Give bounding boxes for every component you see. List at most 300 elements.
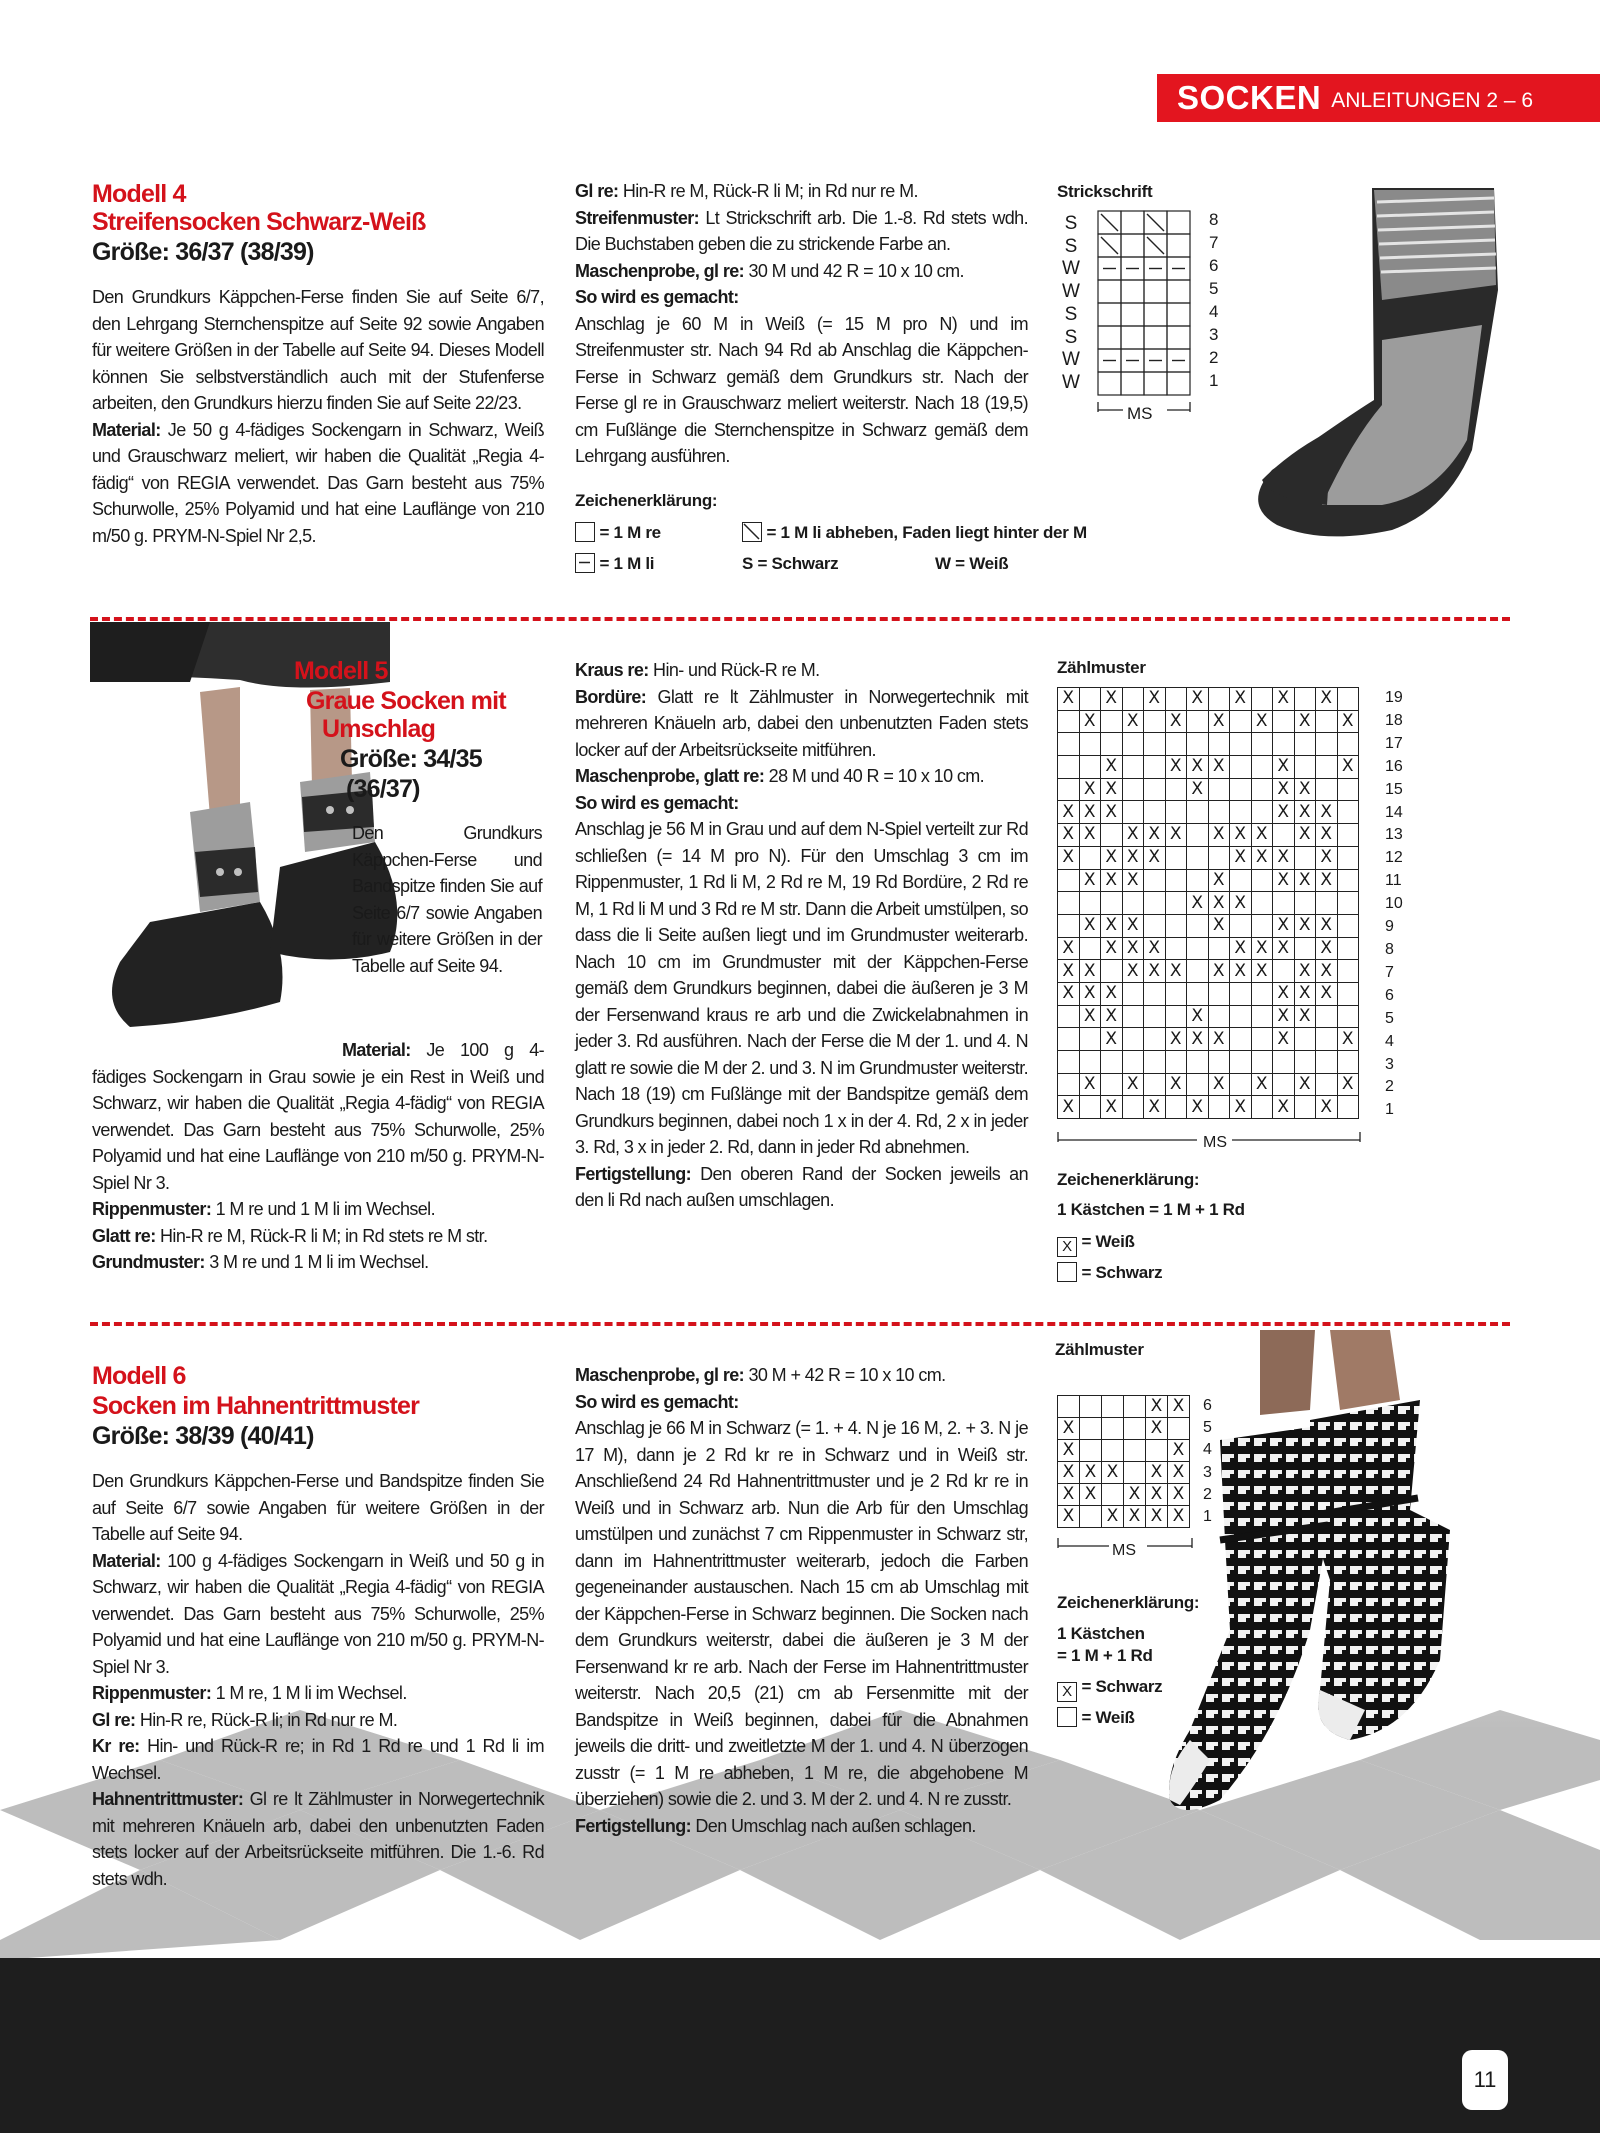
grid-cell-x: X	[1124, 1484, 1146, 1506]
grid-cell-empty	[1294, 937, 1316, 960]
row-letter: S	[1064, 213, 1078, 234]
row-number: 4	[1209, 302, 1219, 321]
grid-cell-empty	[1273, 824, 1295, 847]
modell5-bord-label: Bordüre:	[575, 686, 647, 707]
modell5-bord: Glatt re lt Zählmuster in Norwegertechnik mit mehreren Knäueln arb, dabei den unbenutzten Faden stets locker auf der Arbeitsrückseite mitführen.	[575, 686, 1028, 760]
grid-cell-empty	[1058, 1051, 1080, 1074]
modell6-title: Modell 6	[92, 1362, 186, 1390]
grid-cell-empty	[1230, 982, 1252, 1005]
grid-cell-empty	[1251, 1028, 1273, 1051]
page-footer	[0, 1958, 1600, 2133]
grid-cell-empty	[1165, 982, 1187, 1005]
pattern-grid	[1057, 687, 1359, 1119]
grid-cell-x: X	[1058, 1096, 1080, 1119]
modell4-material: Je 50 g 4-fädiges Sockengarn in Schwarz, Weiß und Grauschwarz meliert, wir haben die Qualität „Regia 4-fädig“ von REGIA verwendet. Das Garn besteht aus 75% Schurwolle, 25% Polyamid und hat eine Lauflänge von 210 m/50 g. PRYM-N-Spiel Nr 2,5.	[92, 419, 544, 546]
grid-cell-empty	[1080, 1440, 1102, 1462]
grid-cell-x: X	[1124, 1506, 1146, 1528]
grid-cell-empty	[1058, 869, 1080, 892]
legend-text: = 1 M li abheben, Faden liegt hinter der M	[766, 523, 1087, 542]
grid-cell-x: X	[1187, 778, 1209, 801]
grid-cell-empty	[1273, 892, 1295, 915]
grid-cell-x: X	[1079, 982, 1101, 1005]
grid-cell-x: X	[1122, 710, 1144, 733]
grid-cell-empty	[1079, 1096, 1101, 1119]
grid-cell-x: X	[1316, 801, 1338, 824]
grid-cell-x: X	[1058, 960, 1080, 983]
modell6-chart-title: Zählmuster	[1055, 1340, 1144, 1359]
grid-cell-empty	[1208, 1005, 1230, 1028]
modell6-rippen-label: Rippenmuster:	[92, 1683, 212, 1703]
grid-cell-empty	[1165, 688, 1187, 711]
modell5-subtitle1: Graue Socken mit	[306, 687, 506, 715]
modell5-legend-kaestchen: 1 Kästchen = 1 M + 1 Rd	[1057, 1200, 1245, 1219]
grid-cell-x: X	[1208, 756, 1230, 779]
grid-cell-empty	[1251, 756, 1273, 779]
grid-cell-empty	[1122, 801, 1144, 824]
row-number: 17	[1385, 734, 1403, 752]
grid-cell-empty	[1124, 1418, 1146, 1440]
grid-cell-empty	[1208, 937, 1230, 960]
grid-cell-x: X	[1251, 824, 1273, 847]
grid-cell-x: X	[1187, 1096, 1209, 1119]
grid-cell-empty	[1294, 1051, 1316, 1074]
modell5-material: Je 100 g 4-fädiges Sockengarn in Grau sowie je ein Rest in Weiß und Schwarz, wir haben die Qualität „Regia 4-fädig“ von REGIA verwendet. Das Garn besteht aus 75% Schurwolle, 25% Polyamid und hat eine Lauflänge von 210 m/50 g. PRYM-N-Spiel Nr 3.	[92, 1040, 544, 1193]
chart-cell	[1167, 372, 1190, 395]
legend-text: = Weiß	[1081, 1708, 1135, 1727]
grid-cell-empty	[1122, 892, 1144, 915]
modell6-hahn-label: Hahnentrittmuster:	[92, 1789, 244, 1809]
modell5-kraus: Hin- und Rück-R re M.	[653, 660, 820, 680]
grid-cell-empty	[1122, 1096, 1144, 1119]
grid-cell-empty	[1187, 846, 1209, 869]
grid-cell-empty	[1230, 1005, 1252, 1028]
modell6-subtitle: Socken im Hahnentrittmuster	[92, 1392, 420, 1420]
grid-cell-x: X	[1208, 824, 1230, 847]
grid-cell-x: X	[1058, 688, 1080, 711]
row-number: 5	[1209, 279, 1219, 298]
row-number: 7	[1385, 963, 1394, 981]
row-number: 5	[1203, 1419, 1212, 1437]
grid-cell-x: X	[1144, 1096, 1166, 1119]
grid-cell-empty	[1187, 1073, 1209, 1096]
grid-cell-empty	[1337, 960, 1359, 983]
grid-cell-x: X	[1165, 710, 1187, 733]
grid-cell-empty	[1337, 824, 1359, 847]
modell5-legend-title: Zeichenerklärung:	[1057, 1170, 1200, 1189]
modell5-legend-empty	[1057, 1258, 1162, 1288]
grid-cell-empty	[1122, 688, 1144, 711]
grid-cell-x: X	[1294, 982, 1316, 1005]
grid-cell-empty	[1122, 1005, 1144, 1028]
grid-cell-x: X	[1058, 846, 1080, 869]
grid-cell-x: X	[1058, 1506, 1080, 1528]
grid-cell-x: X	[1208, 960, 1230, 983]
modell6-material: 100 g 4-fädiges Sockengarn in Weiß und 50 g in Schwarz, wir haben die Qualität „Regia 4-fädig“ von REGIA verwendet. Das Garn besteht aus 75% Schurwolle, 25% Polyamid und hat eine Lauflänge von 210 m/50 g. PRYM-N-Spiel Nr 3.	[92, 1550, 544, 1677]
modell4-size: Größe: 36/37 (38/39)	[92, 238, 314, 266]
grid-cell-x: X	[1273, 869, 1295, 892]
grid-cell-x: X	[1080, 1484, 1102, 1506]
grid-cell-empty	[1294, 688, 1316, 711]
grid-cell-x: X	[1058, 824, 1080, 847]
grid-cell-empty	[1102, 1396, 1124, 1418]
grid-cell-empty	[1124, 1396, 1146, 1418]
grid-cell-x: X	[1337, 756, 1359, 779]
grid-cell-empty	[1337, 733, 1359, 756]
grid-row	[1058, 869, 1359, 892]
modell4-legend-w: W = Weiß	[935, 554, 1009, 573]
grid-cell-x: X	[1122, 1073, 1144, 1096]
grid-cell-empty	[1058, 1396, 1080, 1418]
slip-stitch-mark	[1147, 214, 1164, 231]
modell5-maschen: 28 M und 40 R = 10 x 10 cm.	[768, 766, 985, 786]
grid-cell-x: X	[1273, 914, 1295, 937]
row-number: 6	[1385, 986, 1394, 1004]
row-number: 1	[1385, 1101, 1394, 1119]
grid-cell-empty	[1230, 710, 1252, 733]
grid-cell-empty	[1187, 982, 1209, 1005]
grid-row	[1058, 1096, 1359, 1119]
modell5-legend-x	[1057, 1227, 1135, 1257]
legend-text: = 1 M li	[599, 554, 655, 573]
modell6-kr-label: Kr re:	[92, 1736, 140, 1756]
chart-cell	[1144, 326, 1167, 349]
grid-cell-x: X	[1101, 1028, 1123, 1051]
chart-cell	[1121, 280, 1144, 303]
grid-cell-x: X	[1079, 824, 1101, 847]
chart-cell	[1144, 303, 1167, 326]
grid-cell-x: X	[1294, 824, 1316, 847]
modell5-fertig: Den oberen Rand der Socken jeweils an den li Rd nach außen umschlagen.	[575, 1163, 1028, 1210]
grid-cell-empty	[1273, 960, 1295, 983]
grid-cell-x: X	[1230, 960, 1252, 983]
grid-cell-x: X	[1294, 960, 1316, 983]
modell4-legend-knit	[575, 518, 661, 548]
empty-box-icon	[1057, 1707, 1077, 1727]
grid-cell-x: X	[1230, 1096, 1252, 1119]
grid-cell-x: X	[1230, 937, 1252, 960]
grid-cell-x: X	[1101, 778, 1123, 801]
modell4-streifen: Lt Strickschrift arb. Die 1.-8. Rd stets wdh. Die Buchstaben geben die zu strickende Farbe an.	[575, 207, 1028, 254]
grid-cell-x: X	[1187, 688, 1209, 711]
grid-cell-empty	[1080, 1506, 1102, 1528]
grid-cell-empty	[1079, 937, 1101, 960]
grid-cell-empty	[1208, 982, 1230, 1005]
grid-row	[1058, 710, 1359, 733]
modell6-legend-kaestchen2: = 1 M + 1 Rd	[1057, 1646, 1153, 1665]
modell6-sowird: Anschlag je 66 M in Schwarz (= 1. + 4. N je 16 M, 2. + 3. N je 17 M), dann je 2 Rd kr re in Schwarz und in Weiß str. Anschließend 24 Rd Hahnentrittmuster und je 2 Rd kr re in Weiß und in Schwarz arb. Nun die Arb für den Umschlag umstülpen und zunächst 7 cm Rippenmuster in Schwarz str, dann im Hahnentrittmuster weiterarb, jedoch die Farben gegeneinander austauschen. Nach 15 cm ab Umschlag mit der Käppchen-Ferse in Schwarz beginnen. Die Socken nach dem Grundkurs weiterstr, dabei die äußeren je 3 M der Fersenwand kr re arb. Nach der Ferse im Hahnentrittmuster weiterstr. Nach 20,5 (21) cm ab Fersenmitte mit der Bandspitze in Weiß beginnen, dabei für die Abnahmen jeweils die dritt- und zweitletzte M der 1. und 4. N überzogen zusstr (= 1 M re abheben, 1 M re, die abgehobene M überziehen) sowie die 2. und 3. M der 2. und 4. N re zusstr.	[575, 1418, 1028, 1809]
grid-cell-empty	[1337, 914, 1359, 937]
grid-cell-empty	[1251, 733, 1273, 756]
grid-cell-empty	[1337, 846, 1359, 869]
grid-cell-x: X	[1058, 1484, 1080, 1506]
grid-cell-empty	[1058, 710, 1080, 733]
grid-row	[1058, 846, 1359, 869]
grid-cell-x: X	[1079, 778, 1101, 801]
grid-cell-empty	[1230, 914, 1252, 937]
grid-cell-x: X	[1122, 869, 1144, 892]
legend-text: = Schwarz	[1081, 1263, 1163, 1282]
row-letter: W	[1062, 349, 1080, 371]
grid-cell-empty	[1208, 778, 1230, 801]
modell5-zaehlmuster	[1057, 687, 1359, 1119]
grid-cell-empty	[1230, 1051, 1252, 1074]
grid-cell-empty	[1294, 1096, 1316, 1119]
grid-cell-empty	[1337, 1005, 1359, 1028]
grid-cell-x: X	[1208, 1073, 1230, 1096]
grid-cell-x: X	[1273, 937, 1295, 960]
modell6-material-label: Material:	[92, 1550, 161, 1571]
grid-row	[1058, 914, 1359, 937]
grid-cell-empty	[1251, 778, 1273, 801]
grid-cell-x: X	[1101, 801, 1123, 824]
modell4-col1	[92, 284, 544, 549]
modell4-sowird: Anschlag je 60 M in Weiß (= 15 M pro N) und im Streifenmuster str. Nach 94 Rd ab Anschlag die Käppchen-Ferse in Schwarz gemäß dem Grundkurs str. Nach der Ferse gl re in Grauschwarz meliert weiterstr. Nach 18 (19,5) cm Fußlänge die Sternchenspitze in Schwarz gemäß dem Lehrgang ausführen.	[575, 313, 1028, 466]
empty-box-icon	[1057, 1262, 1077, 1282]
grid-cell-empty	[1273, 1051, 1295, 1074]
grid-cell-empty	[1208, 801, 1230, 824]
grid-cell-empty	[1101, 824, 1123, 847]
grid-cell-empty	[1144, 710, 1166, 733]
grid-cell-empty	[1187, 869, 1209, 892]
grid-row	[1058, 824, 1359, 847]
row-number: 19	[1385, 689, 1403, 706]
grid-cell-empty	[1122, 1028, 1144, 1051]
grid-cell-x: X	[1251, 960, 1273, 983]
grid-cell-x: X	[1208, 869, 1230, 892]
modell4-maschen: 30 M und 42 R = 10 x 10 cm.	[748, 260, 964, 281]
grid-cell-x: X	[1079, 1005, 1101, 1028]
grid-cell-empty	[1165, 892, 1187, 915]
grid-cell-x: X	[1273, 1005, 1295, 1028]
modell6-intro: Den Grundkurs Käppchen-Ferse und Bandspitze finden Sie auf Seite 6/7 sowie Angaben für weitere Größen in der Tabelle auf Seite 94.	[92, 1471, 544, 1544]
grid-cell-x: X	[1144, 824, 1166, 847]
grid-cell-empty	[1101, 710, 1123, 733]
row-number: 2	[1203, 1485, 1212, 1503]
grid-cell-empty	[1251, 914, 1273, 937]
grid-cell-x: X	[1316, 869, 1338, 892]
modell4-col2	[575, 178, 1028, 470]
modell4-chart-title: Strickschrift	[1057, 182, 1153, 201]
modell6-legend-kaestchen1: 1 Kästchen	[1057, 1624, 1145, 1643]
grid-cell-x: X	[1316, 846, 1338, 869]
grid-row	[1058, 688, 1359, 711]
row-number: 2	[1385, 1078, 1394, 1096]
modell6-gl: Hin-R re, Rück-R li; in Rd nur re M.	[139, 1709, 398, 1730]
grid-cell-x: X	[1294, 1005, 1316, 1028]
grid-cell-empty	[1337, 1096, 1359, 1119]
modell4-title: Modell 4	[92, 180, 186, 208]
grid-cell-x: X	[1273, 846, 1295, 869]
grid-cell-empty	[1165, 801, 1187, 824]
x-box-icon: X	[1057, 1237, 1077, 1257]
grid-cell-x: X	[1273, 982, 1295, 1005]
grid-cell-x: X	[1079, 914, 1101, 937]
grid-cell-empty	[1251, 801, 1273, 824]
grid-cell-empty	[1144, 982, 1166, 1005]
grid-cell-x: X	[1058, 937, 1080, 960]
modell5-grund: 3 M re und 1 M li im Wechsel.	[209, 1252, 429, 1272]
grid-cell-x: X	[1294, 869, 1316, 892]
grid-cell-empty	[1337, 778, 1359, 801]
grid-cell-x: X	[1316, 1096, 1338, 1119]
grid-cell-x: X	[1165, 756, 1187, 779]
grid-cell-empty	[1165, 914, 1187, 937]
modell6-fertig: Den Umschlag nach außen schlagen.	[695, 1815, 976, 1836]
grid-cell-empty	[1251, 1005, 1273, 1028]
chart-cell	[1144, 372, 1167, 395]
grid-cell-x: X	[1165, 824, 1187, 847]
grid-cell-empty	[1230, 869, 1252, 892]
grid-cell-empty	[1122, 982, 1144, 1005]
grid-cell-x: X	[1187, 756, 1209, 779]
grid-row	[1058, 1051, 1359, 1074]
modell4-subtitle: Streifensocken Schwarz-Weiß	[92, 208, 426, 236]
modell4-legend-title: Zeichenerklärung:	[575, 491, 718, 510]
grid-cell-x: X	[1316, 824, 1338, 847]
row-number: 8	[1209, 210, 1219, 229]
grid-cell-x: X	[1294, 710, 1316, 733]
modell6-size: Größe: 38/39 (40/41)	[92, 1422, 314, 1450]
grid-cell-empty	[1294, 733, 1316, 756]
grid-cell-x: X	[1168, 1396, 1190, 1418]
grid-cell-x: X	[1273, 756, 1295, 779]
modell4-legend-purl	[575, 549, 654, 579]
grid-cell-empty	[1165, 937, 1187, 960]
chart-cell	[1167, 234, 1190, 257]
grid-cell-x: X	[1058, 1462, 1080, 1484]
x-box-icon: X	[1057, 1682, 1077, 1702]
grid-cell-x: X	[1079, 801, 1101, 824]
row-number: 1	[1209, 371, 1219, 390]
grid-cell-x: X	[1273, 778, 1295, 801]
chart-cell	[1167, 303, 1190, 326]
grid-cell-x: X	[1058, 1440, 1080, 1462]
modell6-legend-x	[1057, 1672, 1162, 1702]
modell5-subtitle2: Umschlag	[322, 715, 436, 743]
row-number: 9	[1385, 918, 1394, 936]
grid-cell-x: X	[1122, 824, 1144, 847]
grid-cell-empty	[1080, 1396, 1102, 1418]
grid-cell-empty	[1144, 733, 1166, 756]
grid-cell-empty	[1316, 778, 1338, 801]
chart-cell	[1121, 372, 1144, 395]
grid-cell-x: X	[1337, 710, 1359, 733]
modell6-col1	[92, 1468, 544, 1892]
chart-cell	[1121, 234, 1144, 257]
chart-cell	[1121, 303, 1144, 326]
grid-cell-x: X	[1146, 1418, 1168, 1440]
grid-cell-empty	[1144, 801, 1166, 824]
grid-cell-x: X	[1316, 960, 1338, 983]
grid-cell-x: X	[1316, 982, 1338, 1005]
grid-cell-x: X	[1058, 1418, 1080, 1440]
grid-cell-empty	[1251, 688, 1273, 711]
grid-cell-empty	[1273, 710, 1295, 733]
grid-cell-empty	[1273, 733, 1295, 756]
grid-cell-empty	[1058, 1028, 1080, 1051]
grid-cell-x: X	[1187, 892, 1209, 915]
grid-cell-empty	[1165, 778, 1187, 801]
grid-cell-empty	[1294, 756, 1316, 779]
row-letter: W	[1062, 281, 1080, 303]
row-number: 3	[1385, 1055, 1394, 1073]
grid-cell-empty	[1165, 1005, 1187, 1028]
grid-cell-empty	[1144, 1051, 1166, 1074]
grid-cell-x: X	[1230, 892, 1252, 915]
grid-cell-x: X	[1122, 914, 1144, 937]
grid-row	[1058, 733, 1359, 756]
grid-cell-x: X	[1168, 1506, 1190, 1528]
grid-cell-empty	[1102, 1440, 1124, 1462]
row-number: 18	[1385, 711, 1403, 729]
modell6-gl-label: Gl re:	[92, 1709, 136, 1730]
grid-cell-empty	[1294, 892, 1316, 915]
grid-cell-x: X	[1165, 1073, 1187, 1096]
grid-cell-x: X	[1101, 846, 1123, 869]
grid-cell-empty	[1165, 846, 1187, 869]
row-number: 6	[1209, 256, 1219, 275]
grid-cell-empty	[1144, 1028, 1166, 1051]
grid-cell-empty	[1102, 1418, 1124, 1440]
grid-cell-x: X	[1058, 982, 1080, 1005]
grid-cell-x: X	[1101, 937, 1123, 960]
modell6-chart-ms: MS	[1112, 1542, 1136, 1559]
grid-cell-empty	[1124, 1440, 1146, 1462]
grid-cell-x: X	[1208, 1028, 1230, 1051]
grid-cell-empty	[1079, 688, 1101, 711]
modell6-sock-photo	[1150, 1330, 1520, 1830]
grid-row	[1058, 756, 1359, 779]
modell5-maschen-label: Maschenprobe, glatt re:	[575, 766, 765, 786]
grid-row	[1058, 892, 1359, 915]
grid-cell-empty	[1058, 733, 1080, 756]
grid-cell-empty	[1058, 756, 1080, 779]
slip-stitch-mark	[1101, 237, 1118, 254]
grid-cell-x: X	[1273, 688, 1295, 711]
grid-cell-x: X	[1101, 982, 1123, 1005]
modell5-intro-wrap	[352, 820, 542, 979]
grid-cell-empty	[1058, 892, 1080, 915]
modell6-col2	[575, 1362, 1028, 1839]
grid-cell-empty	[1079, 733, 1101, 756]
grid-row	[1058, 960, 1359, 983]
grid-cell-empty	[1316, 1005, 1338, 1028]
grid-cell-empty	[1294, 846, 1316, 869]
grid-cell-x: X	[1168, 1462, 1190, 1484]
grid-cell-empty	[1058, 778, 1080, 801]
grid-cell-x: X	[1273, 801, 1295, 824]
grid-cell-empty	[1187, 710, 1209, 733]
grid-cell-empty	[1058, 1073, 1080, 1096]
row-number: 14	[1385, 803, 1403, 821]
chart-cell	[1121, 326, 1144, 349]
grid-cell-empty	[1144, 778, 1166, 801]
grid-cell-x: X	[1316, 688, 1338, 711]
modell6-rippen: 1 M re, 1 M li im Wechsel.	[215, 1683, 407, 1703]
dash-box-icon	[575, 553, 595, 573]
grid-cell-x: X	[1208, 892, 1230, 915]
modell4-chart-letters	[1060, 213, 1082, 395]
grid-cell-empty	[1144, 869, 1166, 892]
grid-cell-empty	[1208, 1051, 1230, 1074]
grid-cell-x: X	[1144, 688, 1166, 711]
grid-cell-empty	[1144, 756, 1166, 779]
row-letter: S	[1064, 326, 1078, 348]
row-number: 7	[1209, 233, 1219, 252]
grid-cell-x: X	[1146, 1462, 1168, 1484]
grid-cell-empty	[1187, 1051, 1209, 1074]
modell4-gl-label: Gl re:	[575, 181, 619, 201]
